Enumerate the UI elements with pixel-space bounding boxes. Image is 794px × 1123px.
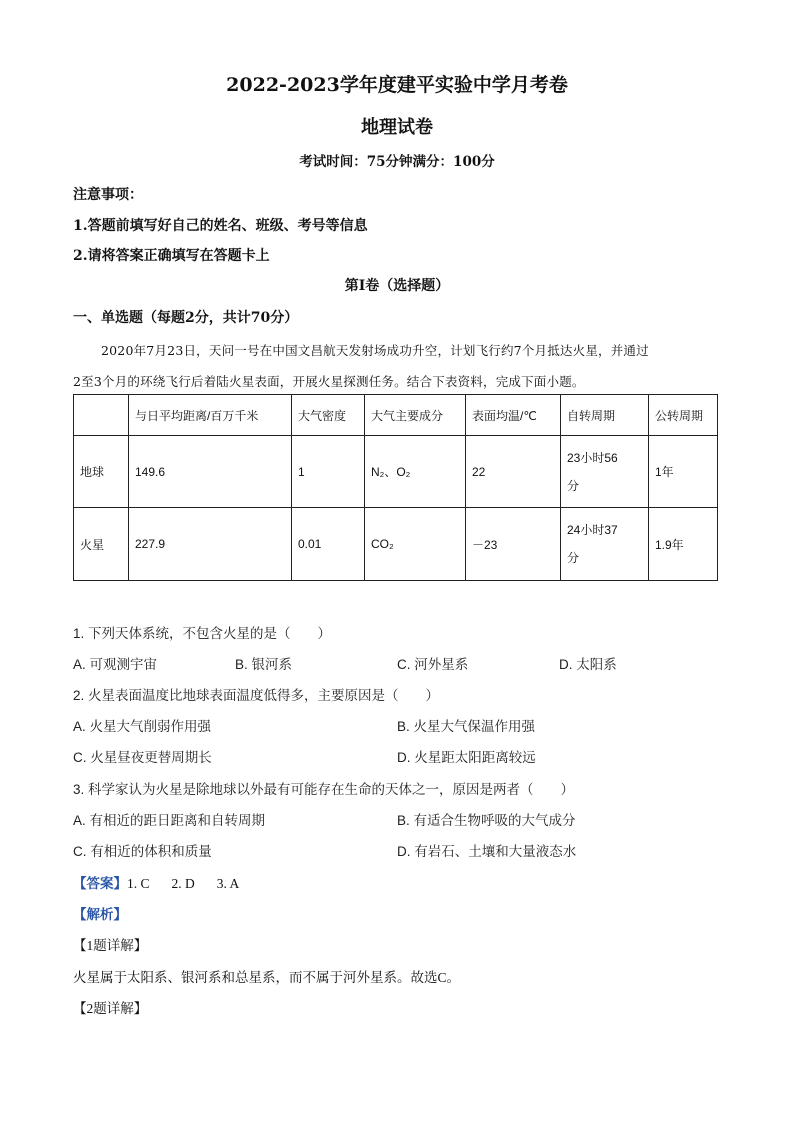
planet-comparison-table <box>73 394 718 581</box>
table-cell: 22 <box>466 436 561 508</box>
table-cell: 火星 <box>74 508 129 581</box>
table-cell: CO₂ <box>365 508 466 581</box>
notes-heading: 注意事项： <box>73 187 143 203</box>
q1-analysis-text: 火星属于太阳系、银河系和总星系，而不属于河外星系。故选C。 <box>73 970 461 985</box>
table-header-row <box>74 395 718 436</box>
answer-value: 2. D <box>171 876 195 891</box>
answer-option: C. 有相近的体积和质量 <box>73 844 212 859</box>
note-item: 1.答题前填写好自己的姓名、班级、考号等信息 <box>73 218 368 234</box>
answer-option: C. 火星昼夜更替周期长 <box>73 750 212 765</box>
answer-option: D. 有岩石、土壤和大量液态水 <box>397 844 577 859</box>
exam-subject: 地理试卷 <box>361 117 433 138</box>
answer-option: A. 有相近的距日距离和自转周期 <box>73 813 266 828</box>
part-title: 一、单选题（每题2分，共计70分） <box>73 310 299 326</box>
rotation-line: 23小时56 <box>567 450 618 465</box>
table-header-cell: 大气主要成分 <box>365 395 466 436</box>
answer-tag: 【答案】 <box>73 876 127 891</box>
answer-option: B. 银河系 <box>235 657 293 672</box>
table-header-cell: 大气密度 <box>292 395 365 436</box>
q1-analysis-heading: 【1题详解】 <box>73 938 148 953</box>
table-header-cell: 自转周期 <box>561 395 649 436</box>
table-header-cell: 与日平均距离/百万千米 <box>129 395 292 436</box>
table-cell: －23 <box>466 508 561 581</box>
rotation-line: 分 <box>567 551 580 565</box>
answer-option: A. 火星大气削弱作用强 <box>73 719 212 734</box>
table-cell: 0.01 <box>292 508 365 581</box>
answer-option: A. 可观测宇宙 <box>73 657 158 672</box>
table-cell: 1 <box>292 436 365 508</box>
table-cell <box>561 436 649 508</box>
table-row <box>74 508 718 581</box>
table-cell: 149.6 <box>129 436 292 508</box>
table-cell: 227.9 <box>129 508 292 581</box>
answer-value: 1. C <box>127 876 150 891</box>
question-stem: 2. 火星表面温度比地球表面温度低得多，主要原因是（ ） <box>73 688 440 703</box>
intro-paragraph-line: 2020年7月23日，天问一号在中国文昌航天发射场成功升空，计划飞行约7个月抵达火星，并通过 <box>101 343 649 358</box>
answer-option: B. 火星大气保温作用强 <box>397 719 536 734</box>
rotation-line: 24小时37 <box>567 523 618 537</box>
answer-value: 3. A <box>216 876 240 891</box>
intro-paragraph-line: 2至3个月的环绕飞行后着陆火星表面，开展火星探测任务。结合下表资料，完成下面小题。 <box>73 374 585 389</box>
table-header-cell <box>74 395 129 436</box>
table-cell: 1.9年 <box>649 508 718 581</box>
table-cell: 1年 <box>649 436 718 508</box>
table-row <box>74 436 718 508</box>
answer-option: D. 太阳系 <box>559 657 617 672</box>
table-cell: N₂、O₂ <box>365 436 466 508</box>
answer-option: D. 火星距太阳距离较远 <box>397 750 536 765</box>
answer-option: C. 河外星系 <box>397 657 469 672</box>
section-title: 第I卷（选择题） <box>344 278 450 294</box>
exam-title: 2022-2023学年度建平实验中学月考卷 <box>226 74 568 96</box>
table-cell <box>561 508 649 581</box>
q2-analysis-heading: 【2题详解】 <box>73 1001 148 1016</box>
table-header-cell: 表面均温/℃ <box>466 395 561 436</box>
note-item: 2.请将答案正确填写在答题卡上 <box>73 248 270 264</box>
analysis-tag: 【解析】 <box>73 907 127 922</box>
exam-info: 考试时间：75分钟满分：100分 <box>299 154 495 170</box>
rotation-line: 分 <box>567 478 580 493</box>
answer-line <box>73 872 239 892</box>
table-cell: 地球 <box>74 436 129 508</box>
answer-option: B. 有适合生物呼吸的大气成分 <box>397 813 576 828</box>
question-stem: 3. 科学家认为火星是除地球以外最有可能存在生命的天体之一，原因是两者（ ） <box>73 782 575 797</box>
question-stem: 1. 下列天体系统，不包含火星的是（ ） <box>73 626 332 641</box>
table-header-cell: 公转周期 <box>649 395 718 436</box>
